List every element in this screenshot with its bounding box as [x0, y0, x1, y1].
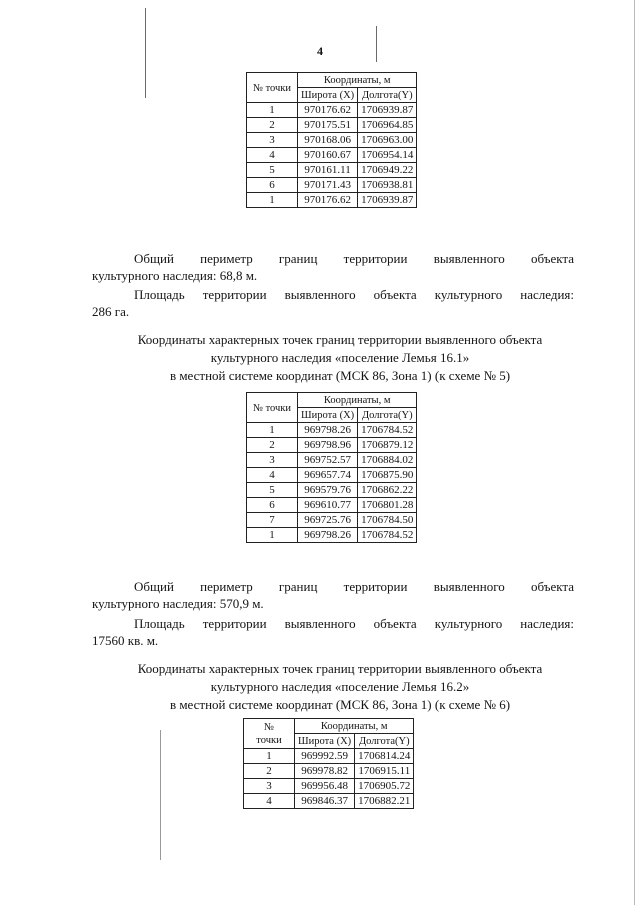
lon-cell: 1706905.72 [355, 779, 414, 794]
lat-cell: 970176.62 [298, 193, 358, 208]
column-header-point: № точки [247, 393, 298, 423]
lon-cell: 1706784.52 [358, 423, 417, 438]
lon-cell: 1706784.50 [358, 513, 417, 528]
lon-cell: 1706915.11 [355, 764, 414, 779]
point-cell: 1 [247, 528, 298, 543]
table-row [247, 513, 417, 528]
table-row [247, 483, 417, 498]
lon-cell: 1706801.28 [358, 498, 417, 513]
coordinates-table-2 [246, 392, 417, 543]
table-row [247, 148, 417, 163]
section-2-heading-line1: Координаты характерных точек границ территории выявленного объекта [137, 332, 543, 347]
section-3-heading-line1: Координаты характерных точек границ территории выявленного объекта [137, 661, 543, 676]
lon-cell: 1706882.21 [355, 794, 414, 809]
point-cell: 3 [244, 779, 295, 794]
lat-cell: 969956.48 [295, 779, 355, 794]
column-header-lat: Широта (X) [295, 734, 355, 749]
lat-cell: 969978.82 [295, 764, 355, 779]
point-cell: 2 [244, 764, 295, 779]
point-cell: 3 [247, 453, 298, 468]
column-header-lon: Долгота(Y) [355, 734, 414, 749]
table-row [247, 438, 417, 453]
lat-cell: 970176.62 [298, 103, 358, 118]
perimeter-text-2-line2: культурного наследия: 570,9 м. [92, 596, 264, 611]
column-header-point-line2: точки [256, 735, 282, 746]
table-row [247, 423, 417, 438]
lon-cell: 1706939.87 [358, 103, 417, 118]
column-header-point-line1: № [263, 722, 275, 733]
perimeter-text-2-line1: Общий периметр границ территории выявленного объекта [134, 579, 574, 594]
lat-cell: 969579.76 [298, 483, 358, 498]
lat-cell: 970175.51 [298, 118, 358, 133]
table-row [244, 794, 414, 809]
column-header-point: № точки [247, 73, 298, 103]
column-header-point [244, 719, 295, 749]
section-3-heading-line2: культурного наследия «поселение Лемья 16.2» [210, 679, 470, 694]
table-row [247, 103, 417, 118]
lon-cell: 1706939.87 [358, 193, 417, 208]
lat-cell: 969610.77 [298, 498, 358, 513]
table-row [247, 163, 417, 178]
point-cell: 2 [247, 438, 298, 453]
lat-cell: 969657.74 [298, 468, 358, 483]
lon-cell: 1706784.52 [358, 528, 417, 543]
lon-cell: 1706875.90 [358, 468, 417, 483]
section-2-heading-line2: культурного наследия «поселение Лемья 16.1» [210, 350, 470, 365]
table-row [247, 133, 417, 148]
point-cell: 5 [247, 163, 298, 178]
point-cell: 1 [247, 193, 298, 208]
column-header-coords: Координаты, м [298, 393, 417, 408]
point-cell: 4 [247, 468, 298, 483]
column-header-lon: Долгота(Y) [358, 408, 417, 423]
table-row [244, 749, 414, 764]
table-row [244, 764, 414, 779]
lat-cell: 970168.06 [298, 133, 358, 148]
section-3-heading-line3: в местной системе координат (МСК 86, Зона 1) (к схеме № 6) [169, 697, 511, 712]
lat-cell: 970171.43 [298, 178, 358, 193]
lat-cell: 970160.67 [298, 148, 358, 163]
point-cell: 6 [247, 178, 298, 193]
lon-cell: 1706954.14 [358, 148, 417, 163]
table-row [247, 498, 417, 513]
column-header-lat: Широта (X) [298, 408, 358, 423]
point-cell: 6 [247, 498, 298, 513]
lon-cell: 1706879.12 [358, 438, 417, 453]
lon-cell: 1706964.85 [358, 118, 417, 133]
coordinates-table-3 [243, 718, 414, 809]
column-header-coords: Координаты, м [298, 73, 417, 88]
area-text-2-line1: Площадь территории выявленного объекта культурного наследия: [134, 616, 574, 631]
point-cell: 4 [247, 148, 298, 163]
lat-cell: 969725.76 [298, 513, 358, 528]
table-row [247, 453, 417, 468]
lat-cell: 969798.96 [298, 438, 358, 453]
area-text-1-line2: 286 га. [92, 304, 130, 319]
point-cell: 1 [247, 423, 298, 438]
scan-line-left-low [160, 730, 161, 860]
lat-cell: 969992.59 [295, 749, 355, 764]
perimeter-text-1-line2: культурного наследия: 68,8 м. [92, 268, 258, 283]
table-row [247, 468, 417, 483]
table-row [247, 118, 417, 133]
section-2-heading-line3: в местной системе координат (МСК 86, Зона 1) (к схеме № 5) [169, 368, 511, 383]
table-row [247, 178, 417, 193]
point-cell: 4 [244, 794, 295, 809]
area-text-1-line1: Площадь территории выявленного объекта культурного наследия: [134, 287, 574, 302]
column-header-coords: Координаты, м [295, 719, 414, 734]
point-cell: 3 [247, 133, 298, 148]
point-cell: 1 [247, 103, 298, 118]
lon-cell: 1706814.24 [355, 749, 414, 764]
lon-cell: 1706938.81 [358, 178, 417, 193]
table-row [247, 193, 417, 208]
lon-cell: 1706862.22 [358, 483, 417, 498]
table-row [247, 528, 417, 543]
page-number: 4 [317, 44, 323, 58]
point-cell: 7 [247, 513, 298, 528]
point-cell: 1 [244, 749, 295, 764]
table-row [244, 779, 414, 794]
scan-line-right-edge [634, 0, 635, 905]
lat-cell: 969846.37 [295, 794, 355, 809]
column-header-lat: Широта (X) [298, 88, 358, 103]
lon-cell: 1706963.00 [358, 133, 417, 148]
perimeter-text-1-line1: Общий периметр границ территории выявленного объекта [134, 251, 574, 266]
area-text-2-line2: 17560 кв. м. [92, 633, 159, 648]
coordinates-table-1 [246, 72, 417, 208]
lat-cell: 970161.11 [298, 163, 358, 178]
lat-cell: 969798.26 [298, 423, 358, 438]
lat-cell: 969752.57 [298, 453, 358, 468]
lon-cell: 1706884.02 [358, 453, 417, 468]
lat-cell: 969798.26 [298, 528, 358, 543]
column-header-lon: Долгота(Y) [358, 88, 417, 103]
lon-cell: 1706949.22 [358, 163, 417, 178]
point-cell: 2 [247, 118, 298, 133]
point-cell: 5 [247, 483, 298, 498]
